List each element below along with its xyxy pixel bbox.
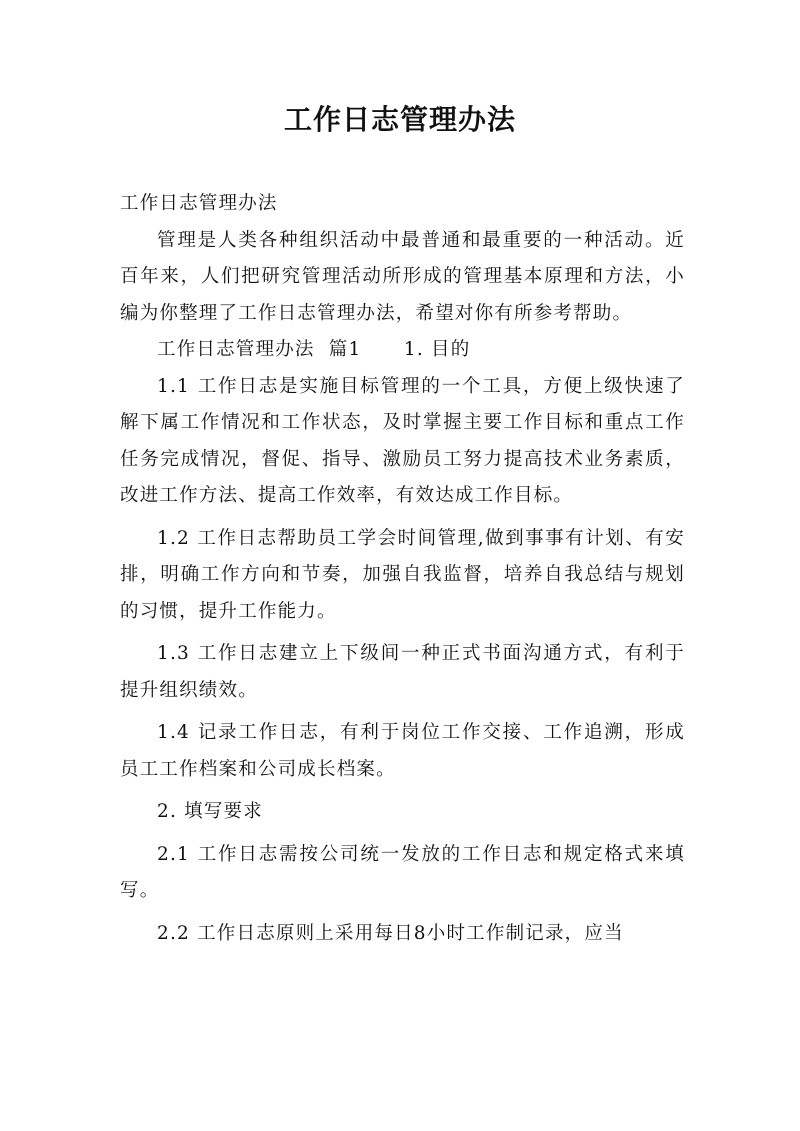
document-body xyxy=(120,186,685,952)
paragraph-2-heading: 2. 填写要求 xyxy=(157,801,263,822)
paragraph-1-1: 1.1 工作日志是实施目标管理的一个工具，方便上级快速了解下属工作情况和工作状态，及时掌握主要工作目标和重点工作任务完成情况，督促、指导、激励员工努力提高技术业务素质，改进工作方法、提高工作效率，有效达成工作目标。 xyxy=(120,375,685,506)
paragraph-1-4: 1.4 记录工作日志，有利于岗位工作交接、工作追溯，形成员工工作档案和公司成长档案。 xyxy=(120,722,685,780)
paragraph-1-3: 1.3 工作日志建立上下级间一种正式书面沟通方式，有利于提升组织绩效。 xyxy=(120,643,685,701)
paragraph-2-1: 2.1 工作日志需按公司统一发放的工作日志和规定格式来填写。 xyxy=(120,843,685,901)
paragraph-1-2: 1.2 工作日志帮助员工学会时间管理,做到事事有计划、有安排，明确工作方向和节奏，加强自我监督，培养自我总结与规划的习惯，提升工作能力。 xyxy=(120,527,685,622)
paragraph-heading: 工作日志管理办法 xyxy=(120,193,278,214)
paragraph-intro: 管理是人类各种组织活动中最普通和最重要的一种活动。近百年来，人们把研究管理活动所形成的管理基本原理和方法，小编为你整理了工作日志管理办法，希望对你有所参考帮助。 xyxy=(120,229,685,324)
paragraph-2-2: 2.2 工作日志原则上采用每日8小时工作制记录，应当 xyxy=(157,922,624,944)
paragraph-section-heading: 工作日志管理办法 篇1 1. 目的 xyxy=(157,339,471,360)
document-title: 工作日志管理办法 xyxy=(283,103,516,136)
